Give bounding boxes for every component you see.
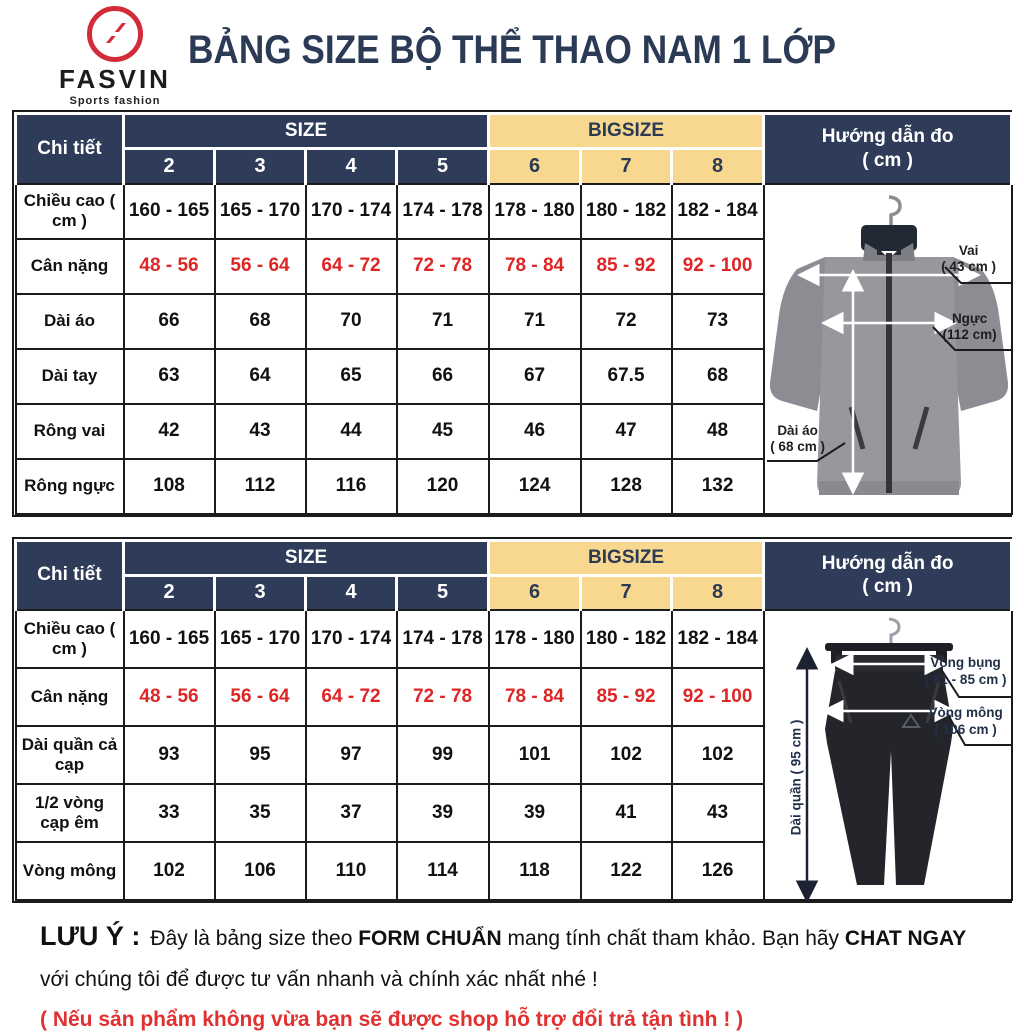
table-cell: 71	[489, 294, 581, 349]
table-cell: 70	[306, 294, 397, 349]
jacket-size-group-header: SIZE	[124, 114, 489, 149]
table-cell: 106	[215, 842, 306, 900]
table-cell: 102	[124, 842, 215, 900]
jacket-length-measure-label	[765, 423, 831, 457]
row-label: Dài tay	[16, 349, 124, 404]
table-cell: 102	[672, 726, 764, 784]
guide-header-line1: Hướng dẫn đo	[821, 126, 954, 147]
table-cell: 45	[397, 404, 489, 459]
table-cell: 42	[124, 404, 215, 459]
hip-label-value: ( 106 cm )	[934, 721, 997, 737]
table-cell: 43	[672, 784, 764, 842]
footnote-line1	[40, 919, 984, 954]
table-cell: 43	[215, 404, 306, 459]
jacket-guide-cell	[764, 184, 1012, 514]
table-cell: 95	[215, 726, 306, 784]
table-cell: 174 - 178	[397, 610, 489, 668]
jacket-length-label-value: ( 68 cm )	[770, 439, 825, 455]
row-label: Dài quần cả cạp	[16, 726, 124, 784]
table-cell: 92 - 100	[672, 239, 764, 294]
table-cell: 72 - 78	[397, 239, 489, 294]
table-cell: 39	[397, 784, 489, 842]
table-cell: 170 - 174	[306, 610, 397, 668]
table-cell: 33	[124, 784, 215, 842]
shoulder-label-text: Vai	[958, 242, 979, 258]
table-cell: 85 - 92	[581, 668, 672, 726]
row-label: Rông vai	[16, 404, 124, 459]
table-cell: 72 - 78	[397, 668, 489, 726]
pants-guide-cell	[764, 610, 1012, 900]
size-col-3: 3	[215, 575, 306, 610]
jacket-detail-header: Chi tiết	[16, 114, 124, 184]
brand-name: FASVIN	[59, 64, 171, 94]
pants-size-table	[14, 539, 1013, 902]
table-cell: 92 - 100	[672, 668, 764, 726]
size-col-2: 2	[124, 575, 215, 610]
bigsize-col-6: 6	[489, 149, 581, 184]
table-cell: 64 - 72	[306, 668, 397, 726]
table-cell: 68	[215, 294, 306, 349]
page-title: BẢNG SIZE BỘ THỂ THAO NAM 1 LỚP	[187, 28, 837, 72]
table-cell: 99	[397, 726, 489, 784]
table-cell: 63	[124, 349, 215, 404]
table-cell: 102	[581, 726, 672, 784]
bigsize-col-7: 7	[581, 149, 672, 184]
row-label: Vòng mông	[16, 842, 124, 900]
table-cell: 85 - 92	[581, 239, 672, 294]
table-cell: 160 - 165	[124, 184, 215, 239]
table-cell: 66	[397, 349, 489, 404]
jacket-bigsize-group-header: BIGSIZE	[489, 114, 764, 149]
bigsize-col-6: 6	[489, 575, 581, 610]
size-col-3: 3	[215, 149, 306, 184]
table-cell: 56 - 64	[215, 239, 306, 294]
pants-length-measure-label: Dài quần ( 95 cm )	[788, 719, 804, 836]
table-cell: 174 - 178	[397, 184, 489, 239]
row-label: 1/2 vòng cạp êm	[16, 784, 124, 842]
footnote-prefix: LƯU Ý :	[40, 921, 141, 951]
chest-measure-label	[931, 311, 1009, 345]
table-cell: 35	[215, 784, 306, 842]
shoulder-measure-label	[931, 243, 1007, 277]
waist-label-text: Vòng bụng	[930, 655, 1001, 670]
jacket-table-container	[12, 110, 1012, 517]
pants-size-group-header: SIZE	[124, 540, 489, 575]
bigsize-col-8: 8	[672, 575, 764, 610]
waist-measure-label	[921, 655, 1011, 689]
table-cell: 48 - 56	[124, 239, 215, 294]
table-cell: 120	[397, 459, 489, 514]
table-cell: 116	[306, 459, 397, 514]
table-cell: 71	[397, 294, 489, 349]
hip-measure-label	[921, 705, 1011, 739]
table-cell: 118	[489, 842, 581, 900]
size-col-4: 4	[306, 149, 397, 184]
table-cell: 128	[581, 459, 672, 514]
table-cell: 48 - 56	[124, 668, 215, 726]
footnote-bold1: FORM CHUẨN	[358, 927, 502, 950]
table-cell: 67	[489, 349, 581, 404]
table-cell: 165 - 170	[215, 184, 306, 239]
shoulder-label-value: ( 43 cm )	[941, 259, 996, 275]
row-label: Cân nặng	[16, 668, 124, 726]
size-col-5: 5	[397, 575, 489, 610]
table-cell: 68	[672, 349, 764, 404]
hip-label-text: Vòng mông	[928, 705, 1003, 720]
table-cell: 65	[306, 349, 397, 404]
pants-measure-illustration	[765, 611, 1011, 899]
jacket-measure-illustration	[765, 185, 1011, 513]
table-cell: 180 - 182	[581, 184, 672, 239]
table-cell: 39	[489, 784, 581, 842]
size-col-4: 4	[306, 575, 397, 610]
footnote-line2: với chúng tôi để được tư vấn nhanh và chính xác nhất nhé !	[40, 968, 598, 992]
table-cell: 182 - 184	[672, 610, 764, 668]
table-cell: 47	[581, 404, 672, 459]
table-cell: 97	[306, 726, 397, 784]
table-cell: 165 - 170	[215, 610, 306, 668]
table-cell: 56 - 64	[215, 668, 306, 726]
table-cell: 132	[672, 459, 764, 514]
table-cell: 46	[489, 404, 581, 459]
size-col-5: 5	[397, 149, 489, 184]
guide-header-line1: Hướng dẫn đo	[821, 552, 954, 574]
pants-table-container	[12, 537, 1012, 904]
chest-label-value: (112 cm)	[942, 327, 997, 343]
jacket-size-table	[14, 112, 1013, 515]
size-col-2: 2	[124, 149, 215, 184]
table-cell: 182 - 184	[672, 184, 764, 239]
table-cell: 160 - 165	[124, 610, 215, 668]
footnote-seg2: mang tính chất tham khảo. Bạn hãy	[501, 927, 845, 950]
table-cell: 67.5	[581, 349, 672, 404]
table-cell: 64 - 72	[306, 239, 397, 294]
table-cell: 114	[397, 842, 489, 900]
footnote-seg1: Đây là bảng size theo	[150, 927, 359, 950]
row-label: Chiều cao ( cm )	[16, 184, 124, 239]
pants-guide-header	[764, 540, 1012, 610]
table-cell: 93	[124, 726, 215, 784]
chest-label-text: Ngực	[951, 310, 988, 326]
table-cell: 108	[124, 459, 215, 514]
table-cell: 66	[124, 294, 215, 349]
table-cell: 73	[672, 294, 764, 349]
table-cell: 72	[581, 294, 672, 349]
table-cell: 122	[581, 842, 672, 900]
pants-detail-header: Chi tiết	[16, 540, 124, 610]
footnote-line3: ( Nếu sản phẩm không vừa bạn sẽ được shop hỗ trợ đổi trả tận tình ! )	[40, 1008, 744, 1032]
table-cell: 110	[306, 842, 397, 900]
table-cell: 101	[489, 726, 581, 784]
pants-bigsize-group-header: BIGSIZE	[489, 540, 764, 575]
jacket-image	[765, 185, 1013, 515]
table-cell: 124	[489, 459, 581, 514]
waist-label-value: ( 81 - 85 cm )	[924, 671, 1007, 687]
jacket-length-label-text: Dài áo	[777, 422, 818, 438]
header	[0, 0, 1024, 110]
brand-tagline: Sports fashion	[69, 95, 161, 107]
footnote-bold2: CHAT NGAY	[844, 927, 967, 950]
table-cell: 78 - 84	[489, 239, 581, 294]
guide-header-line2: ( cm )	[862, 576, 913, 598]
jacket-guide-header	[764, 114, 1012, 184]
table-cell: 180 - 182	[581, 610, 672, 668]
bigsize-col-8: 8	[672, 149, 764, 184]
table-cell: 44	[306, 404, 397, 459]
table-cell: 78 - 84	[489, 668, 581, 726]
row-label: Cân nặng	[16, 239, 124, 294]
table-cell: 178 - 180	[489, 610, 581, 668]
table-cell: 64	[215, 349, 306, 404]
row-label: Rông ngực	[16, 459, 124, 514]
guide-header-line2: ( cm )	[862, 149, 913, 171]
table-cell: 112	[215, 459, 306, 514]
footnote	[40, 919, 984, 1032]
table-cell: 48	[672, 404, 764, 459]
table-cell: 170 - 174	[306, 184, 397, 239]
table-cell: 41	[581, 784, 672, 842]
row-label: Dài áo	[16, 294, 124, 349]
table-cell: 37	[306, 784, 397, 842]
table-cell: 178 - 180	[489, 184, 581, 239]
bigsize-col-7: 7	[581, 575, 672, 610]
table-cell: 126	[672, 842, 764, 900]
row-label: Chiều cao ( cm )	[16, 610, 124, 668]
